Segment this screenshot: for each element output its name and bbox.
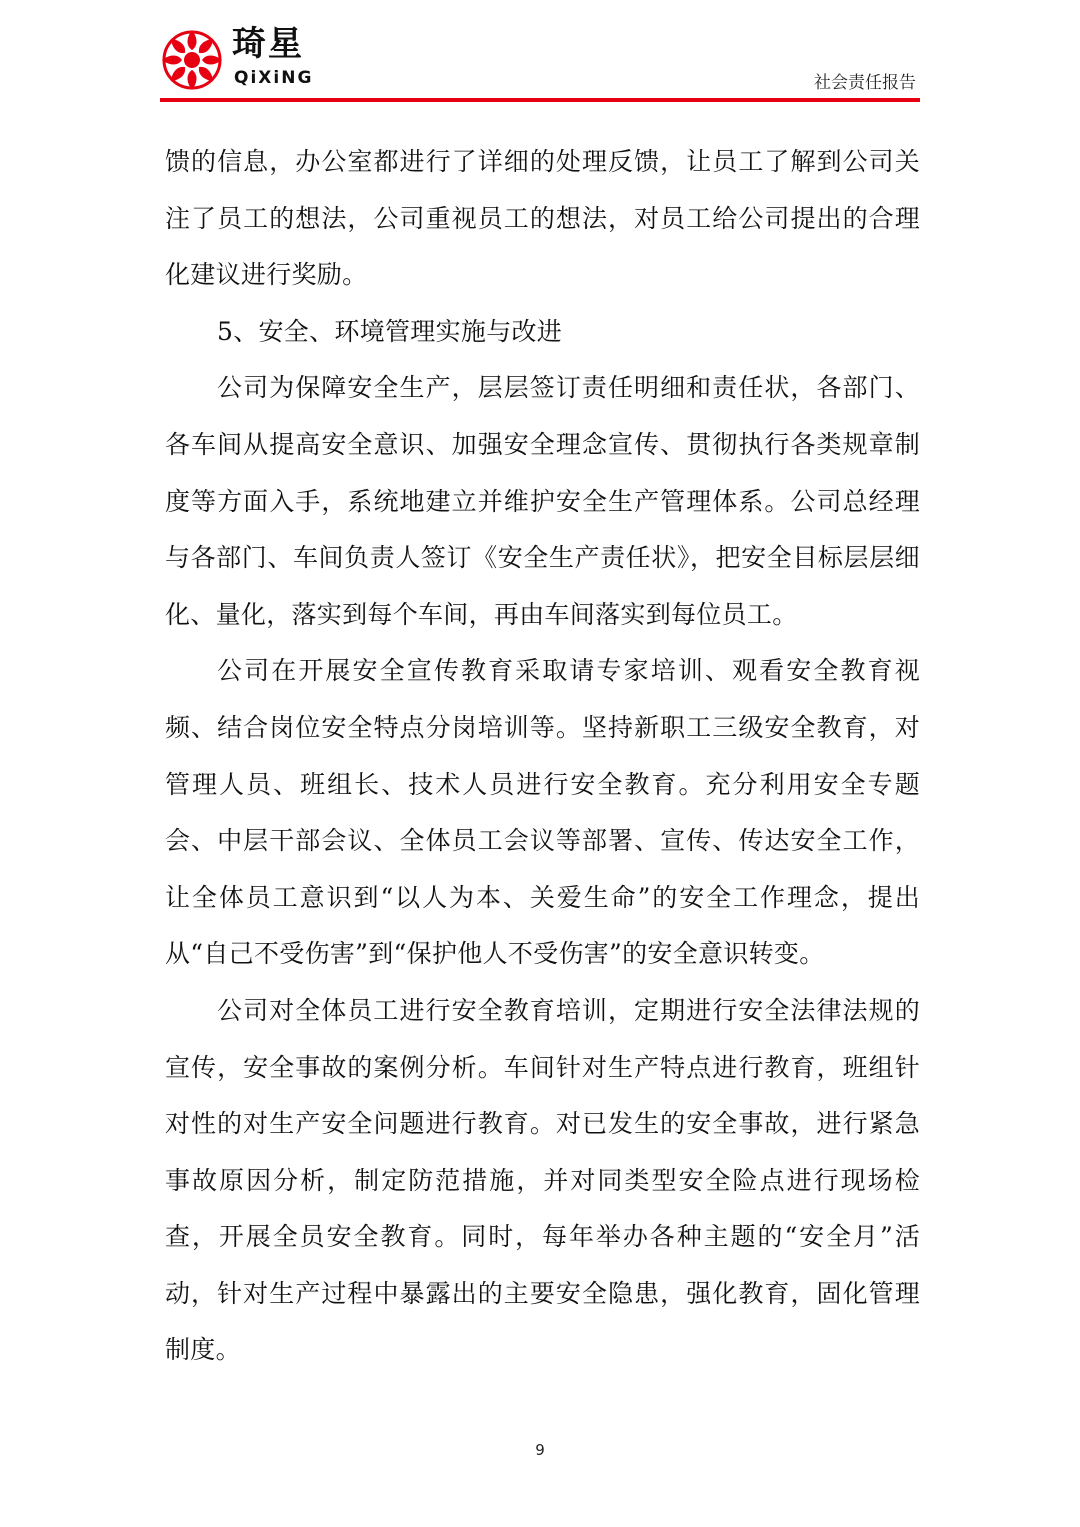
page-header — [160, 18, 920, 104]
logo-chinese-name: 琦星 — [232, 24, 304, 64]
paragraph-safety-responsibility: 公司为保障安全生产，层层签订责任明细和责任状，各部门、各车间从提高安全意识、加强安全理念宣传、贯彻执行各类规章制度等方面入手，系统地建立并维护安全生产管理体系。公司总经理与各部门、车间负责人签订《安全生产责任状》，把安全目标层层细化、量化，落实到每个车间，再由车间落实到每位员工。 — [165, 373, 920, 629]
header-divider — [160, 98, 920, 102]
report-title: 社会责任报告 — [814, 73, 916, 93]
star-burst-logo-icon — [160, 28, 224, 92]
paragraph-continuation: 馈的信息，办公室都进行了详细的处理反馈，让员工了解到公司关注了员工的想法，公司重视员工的想法，对员工给公司提出的合理化建议进行奖励。 — [165, 147, 920, 290]
company-logo — [160, 22, 330, 94]
page-number: 9 — [535, 1441, 545, 1459]
page-body — [165, 134, 920, 1379]
paragraph-safety-education: 公司在开展安全宣传教育采取请专家培训、观看安全教育视频、结合岗位安全特点分岗培训等。坚持新职工三级安全教育，对管理人员、班组长、技术人员进行安全教育。充分利用安全专题会、中层干部会议、全体员工会议等部署、宣传、传达安全工作， 让全体员工意识到“以人为本、关爱生命”的安全工作理念，提出从“自己不受伤害”到“保护他人不受伤害”的安全意识转变。 — [165, 656, 920, 969]
section-heading: 5、安全、环境管理实施与改进 — [217, 316, 563, 346]
logo-english-name: QiXiNG — [234, 68, 314, 88]
paragraph-safety-training: 公司对全体员工进行安全教育培训，定期进行安全法律法规的宣传，安全事故的案例分析。车间针对生产特点进行教育，班组针对性的对生产安全问题进行教育。对已发生的安全事故，进行紧急事故原因分析，制定防范措施，并对同类型安全险点进行现场检查，开展全员安全教育。同时，每年举办各种主题的“安全月”活动，针对生产过程中暴露出的主要安全隐患，强化教育，固化管理制度。 — [165, 995, 920, 1365]
